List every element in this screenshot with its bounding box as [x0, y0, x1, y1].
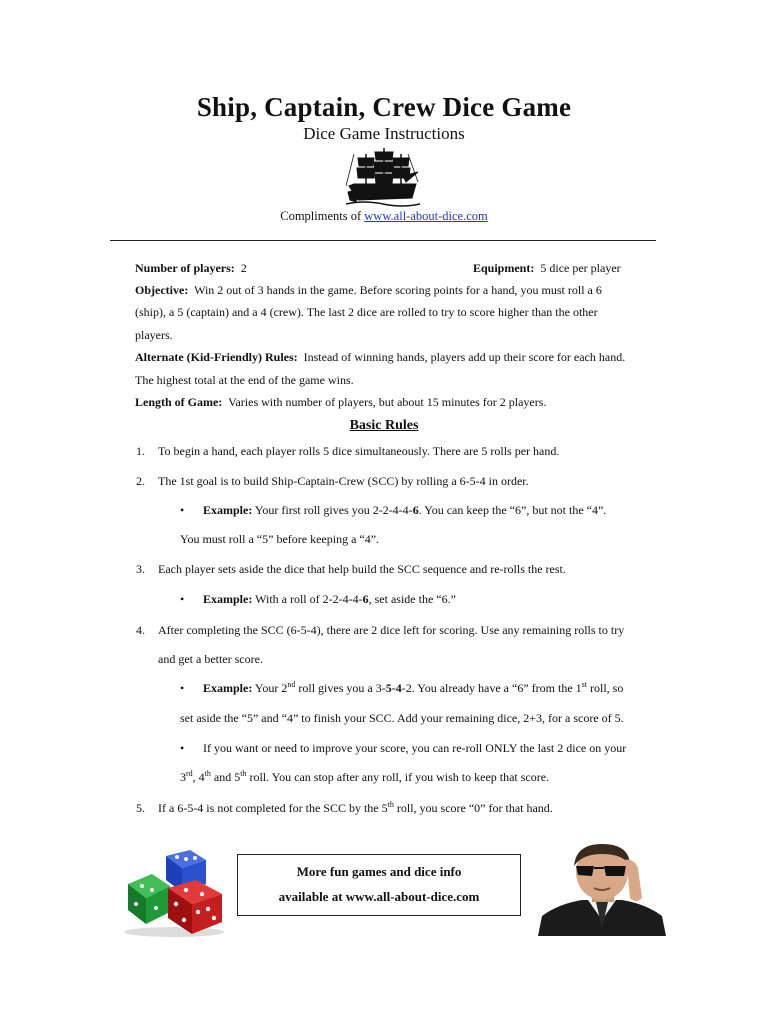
rule-4-bullet-2-cont: [180, 770, 549, 784]
example-text: Your 2: [254, 681, 288, 695]
length-label: Length of Game:: [135, 395, 223, 409]
dice-image: [122, 846, 226, 938]
objective-label: Objective:: [135, 283, 189, 297]
compliments-line: [0, 209, 768, 224]
list-bullet: •: [180, 681, 185, 695]
rule-2: The 1st goal is to build Ship-Captain-Crew (SCC) by rolling a 6-5-4 in order.: [158, 474, 529, 488]
example-text: , set aside the “6.”: [368, 592, 456, 606]
text: roll. You can stop after any roll, if you wish to keep that score.: [246, 770, 550, 784]
equipment-label: Equipment:: [473, 261, 535, 275]
rule-2-example-cont: You must roll a “5” before keeping a “4”.: [180, 532, 380, 546]
example-label: Example:: [203, 681, 253, 695]
example-label: Example:: [203, 592, 253, 606]
length-line: [135, 395, 546, 409]
example-bold: 5: [385, 681, 392, 695]
divider: [110, 240, 656, 241]
players-line: [135, 261, 247, 275]
players-value: 2: [240, 261, 247, 275]
alternate-line-2: The highest total at the end of the game wins.: [135, 373, 354, 387]
superscript: nd: [287, 680, 296, 689]
info-box: [237, 854, 521, 916]
example-text: With a roll of 2-2-4-4-: [255, 592, 363, 606]
alternate-line-1: [135, 350, 625, 364]
rule-4-example-cont: set aside the “5” and “4” to finish your SCC. Add your remaining dice, 2+3, for a score of 5.: [180, 711, 624, 725]
objective-line-2: (ship), a 5 (captain) and a 4 (crew). The last 2 dice are rolled to try to score higher than the other: [135, 305, 598, 319]
person-sunglasses-image: [538, 842, 666, 936]
objective-line-3: players.: [135, 328, 173, 342]
rule-1: To begin a hand, each player rolls 5 dice simultaneously. There are 5 rolls per hand.: [158, 444, 560, 458]
text: , 4: [192, 770, 205, 784]
pirate-ship-icon: [346, 146, 420, 208]
superscript: th: [240, 769, 247, 778]
text: and 5: [210, 770, 241, 784]
list-bullet: •: [180, 503, 185, 517]
example-bold: 6: [412, 503, 419, 517]
rule-4-bullet-2: If you want or need to improve your score, you can re-roll ONLY the last 2 dice on your: [203, 741, 627, 755]
list-bullet: •: [180, 741, 185, 755]
length-value: Varies with number of players, but about 15 minutes for 2 players.: [228, 395, 547, 409]
equipment-value: 5 dice per player: [540, 261, 621, 275]
superscript: th: [387, 800, 394, 809]
example-text: roll gives you a 3-: [295, 681, 386, 695]
rule-4-line-2: and get a better score.: [158, 652, 263, 666]
rule-4-line-1: After completing the SCC (6-5-4), there are 2 dice left for scoring. Use any remaining rolls to try: [158, 623, 625, 637]
page-title: Ship, Captain, Crew Dice Game: [196, 92, 572, 122]
rule-3: Each player sets aside the dice that help build the SCC sequence and re-rolls the rest.: [158, 562, 566, 576]
example-text: -2. You already have a “6” from the 1: [401, 681, 582, 695]
players-label: Number of players:: [135, 261, 235, 275]
list-bullet: •: [180, 592, 185, 606]
page-subtitle: Dice Game Instructions: [303, 124, 465, 143]
text: roll, you score “0” for that hand.: [393, 801, 553, 815]
rule-3-example: [203, 592, 456, 606]
rule-number: 1.: [136, 444, 145, 458]
compliments-prefix: Compliments of: [280, 209, 365, 223]
superscript: rd: [186, 769, 193, 778]
green-die: [128, 874, 170, 924]
rule-2-example: [203, 503, 606, 517]
example-label: Example:: [203, 503, 253, 517]
objective-line-1: [135, 283, 602, 297]
rule-number: 2.: [136, 474, 145, 488]
rule-number: 3.: [136, 562, 145, 576]
website-link[interactable]: www.all-about-dice.com: [364, 209, 488, 223]
objective-text: Win 2 out of 3 hands in the game. Before scoring points for a hand, you must roll a 6: [194, 283, 602, 297]
example-bold: 6: [362, 592, 369, 606]
rule-5: [158, 801, 553, 815]
example-bold: 4: [395, 681, 402, 695]
example-text: Your first roll gives you 2-2-4-4-: [254, 503, 413, 517]
text: 3: [180, 770, 186, 784]
rule-number: 4.: [136, 623, 145, 637]
text: If a 6-5-4 is not completed for the SCC by the 5: [158, 801, 388, 815]
superscript: st: [581, 680, 587, 689]
rule-4-example: [203, 681, 623, 695]
red-die: [168, 880, 222, 934]
example-text: roll, so: [587, 681, 624, 695]
section-heading: Basic Rules: [349, 418, 419, 433]
superscript: th: [204, 769, 211, 778]
alternate-label: Alternate (Kid-Friendly) Rules:: [135, 350, 298, 364]
info-box-line-2: available at www.all-about-dice.com: [278, 889, 480, 904]
example-text: . You can keep the “6”, but not the “4”.: [418, 503, 607, 517]
example-bold: -: [391, 681, 396, 695]
equipment-line: [473, 261, 621, 275]
alternate-text: Instead of winning hands, players add up their score for each hand.: [303, 350, 626, 364]
info-box-line-1: More fun games and dice info: [296, 864, 462, 879]
rule-number: 5.: [136, 801, 145, 815]
